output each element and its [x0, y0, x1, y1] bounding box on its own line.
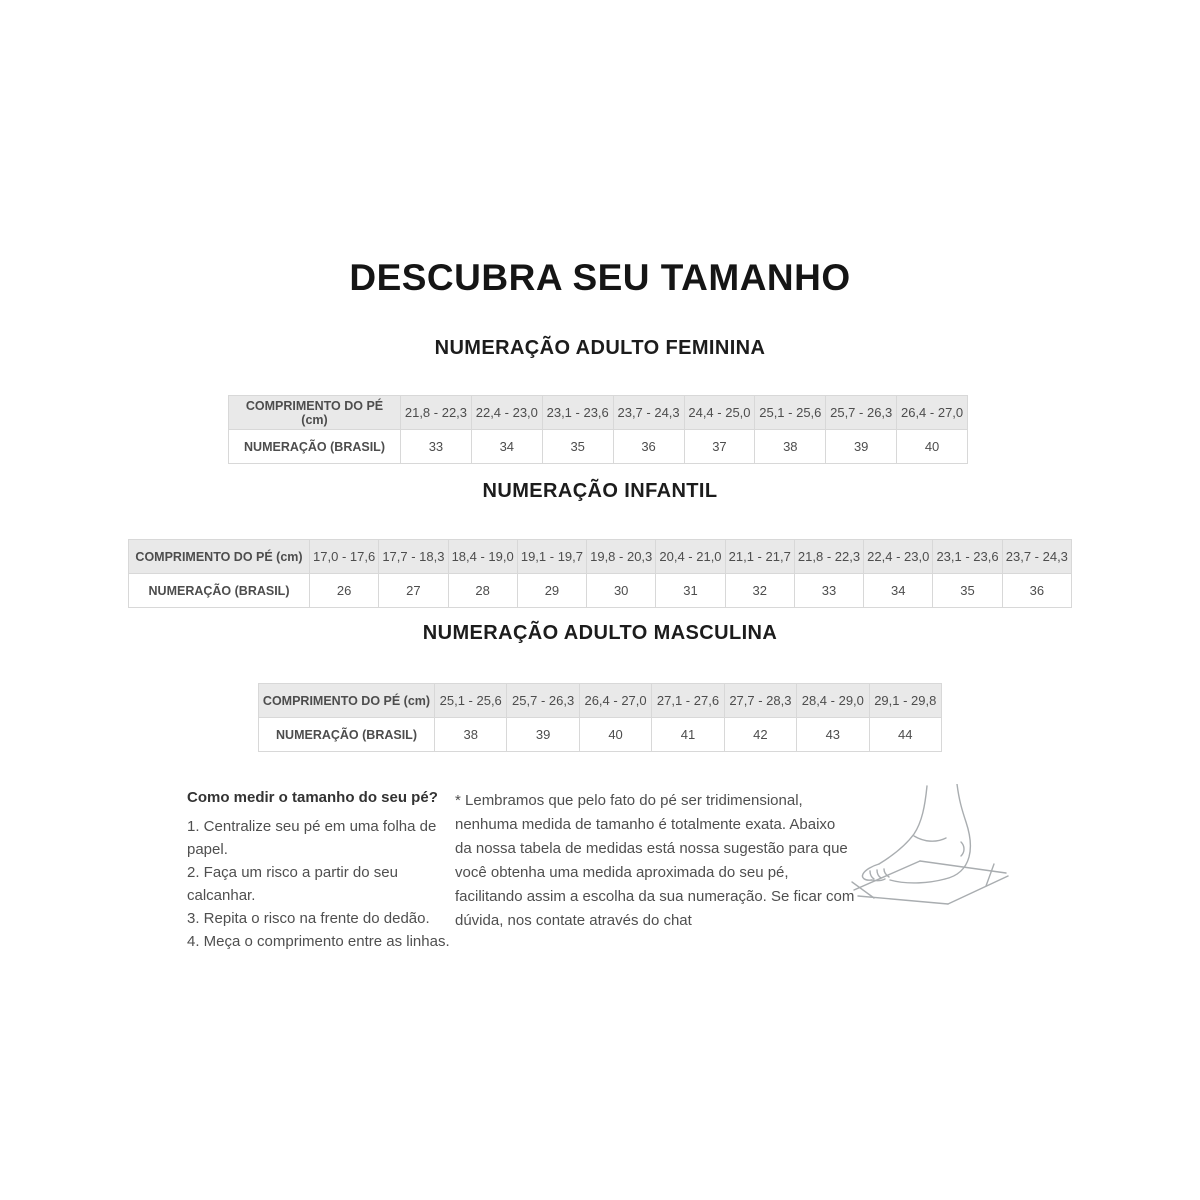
foot-length-cell: 17,0 - 17,6 — [310, 540, 379, 574]
how-to-measure-block — [187, 786, 457, 953]
size-number-cell: 31 — [656, 574, 725, 608]
size-number-cell: 29 — [517, 574, 586, 608]
foot-length-cell: 27,7 - 28,3 — [724, 684, 796, 718]
size-table-feminina — [228, 395, 968, 464]
row-label-comprimento: COMPRIMENTO DO PÉ (cm) — [129, 540, 310, 574]
size-number-cell: 38 — [755, 430, 826, 464]
size-number-cell: 32 — [725, 574, 794, 608]
foot-length-cell: 26,4 - 27,0 — [579, 684, 651, 718]
foot-length-cell: 18,4 - 19,0 — [448, 540, 517, 574]
size-number-cell: 36 — [613, 430, 684, 464]
foot-length-cell: 22,4 - 23,0 — [864, 540, 933, 574]
foot-length-cell: 19,1 - 19,7 — [517, 540, 586, 574]
size-table-masculina — [258, 683, 942, 752]
foot-measuring-illustration-icon — [848, 784, 1016, 906]
size-number-cell: 27 — [379, 574, 448, 608]
row-label-numeracao: NUMERAÇÃO (BRASIL) — [129, 574, 310, 608]
size-table-infantil — [128, 539, 1072, 608]
size-number-cell: 41 — [652, 718, 724, 752]
foot-length-row — [259, 684, 942, 718]
foot-length-cell: 20,4 - 21,0 — [656, 540, 725, 574]
foot-length-cell: 23,1 - 23,6 — [542, 396, 613, 430]
size-number-cell: 37 — [684, 430, 755, 464]
foot-length-row — [229, 396, 968, 430]
foot-length-cell: 26,4 - 27,0 — [897, 396, 968, 430]
section-title-feminina: NUMERAÇÃO ADULTO FEMININA — [434, 337, 766, 359]
row-label-comprimento: COMPRIMENTO DO PÉ (cm) — [259, 684, 435, 718]
foot-length-cell: 19,8 - 20,3 — [587, 540, 656, 574]
section-title-masculina: NUMERAÇÃO ADULTO MASCULINA — [422, 622, 778, 644]
size-number-cell: 40 — [579, 718, 651, 752]
row-label-numeracao: NUMERAÇÃO (BRASIL) — [229, 430, 401, 464]
size-number-cell: 42 — [724, 718, 796, 752]
size-number-row — [129, 574, 1072, 608]
size-number-cell: 44 — [869, 718, 941, 752]
size-number-cell: 35 — [933, 574, 1002, 608]
foot-length-cell: 21,1 - 21,7 — [725, 540, 794, 574]
foot-length-cell: 25,1 - 25,6 — [755, 396, 826, 430]
size-number-cell: 35 — [542, 430, 613, 464]
row-label-comprimento: COMPRIMENTO DO PÉ (cm) — [229, 396, 401, 430]
size-number-cell: 33 — [794, 574, 863, 608]
size-number-cell: 43 — [797, 718, 869, 752]
size-number-row — [229, 430, 968, 464]
measure-step-1: 1. Centralize seu pé em uma folha de papel. — [187, 818, 437, 858]
foot-length-cell: 21,8 - 22,3 — [794, 540, 863, 574]
foot-length-cell: 24,4 - 25,0 — [684, 396, 755, 430]
foot-length-cell: 27,1 - 27,6 — [652, 684, 724, 718]
foot-length-cell: 28,4 - 29,0 — [797, 684, 869, 718]
size-number-cell: 36 — [1002, 574, 1071, 608]
foot-length-row — [129, 540, 1072, 574]
size-number-cell: 39 — [507, 718, 579, 752]
foot-length-cell: 23,7 - 24,3 — [613, 396, 684, 430]
section-title-infantil: NUMERAÇÃO INFANTIL — [482, 480, 718, 502]
size-number-cell: 40 — [897, 430, 968, 464]
size-number-cell: 26 — [310, 574, 379, 608]
page-title: DESCUBRA SEU TAMANHO — [349, 257, 851, 298]
size-number-cell: 39 — [826, 430, 897, 464]
size-number-cell: 34 — [864, 574, 933, 608]
foot-length-cell: 17,7 - 18,3 — [379, 540, 448, 574]
foot-length-cell: 29,1 - 29,8 — [869, 684, 941, 718]
size-number-cell: 34 — [471, 430, 542, 464]
size-number-row — [259, 718, 942, 752]
foot-length-cell: 21,8 - 22,3 — [401, 396, 472, 430]
size-number-cell: 38 — [435, 718, 507, 752]
measure-step-4: 4. Meça o comprimento entre as linhas. — [187, 933, 450, 950]
foot-length-cell: 23,7 - 24,3 — [1002, 540, 1071, 574]
measure-step-3: 3. Repita o risco na frente do dedão. — [187, 910, 430, 927]
foot-length-cell: 25,7 - 26,3 — [507, 684, 579, 718]
size-number-cell: 33 — [401, 430, 472, 464]
row-label-numeracao: NUMERAÇÃO (BRASIL) — [259, 718, 435, 752]
disclaimer-note: * Lembramos que pelo fato do pé ser tridimensional, nenhuma medida de tamanho é totalmente exata. Abaixo da nossa tabela de medidas está nossa sugestão para que você obtenha uma medida aproximada do seu pé, facilitando assim a escolha da sua numeração. Se ficar com dúvida, nos contate através do chat — [455, 792, 855, 929]
size-number-cell: 30 — [587, 574, 656, 608]
foot-length-cell: 23,1 - 23,6 — [933, 540, 1002, 574]
how-to-measure-title: Como medir o tamanho do seu pé? — [187, 789, 438, 806]
foot-length-cell: 25,7 - 26,3 — [826, 396, 897, 430]
size-number-cell: 28 — [448, 574, 517, 608]
measure-step-2: 2. Faça um risco a partir do seu calcanhar. — [187, 864, 398, 904]
foot-length-cell: 25,1 - 25,6 — [435, 684, 507, 718]
foot-length-cell: 22,4 - 23,0 — [471, 396, 542, 430]
